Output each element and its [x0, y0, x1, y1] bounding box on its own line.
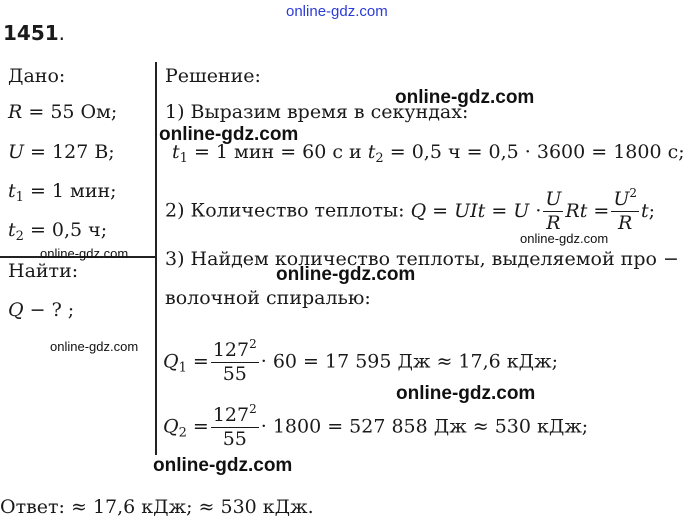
- watermark-3[interactable]: online-gdz.com: [520, 231, 609, 246]
- answer: Ответ: ≈ 17,6 кДж; ≈ 530 кДж.: [0, 496, 314, 518]
- q1-den: 55: [222, 363, 247, 385]
- var-t1: t: [8, 180, 16, 202]
- var-q: Q: [8, 299, 24, 321]
- watermark-1[interactable]: online-gdz.com: [395, 87, 535, 108]
- solution-q2: $Q_2$ = $\frac{127^2}{55}$ · 1800 = 527 858 Дж ≈ 530 кДж;: [163, 402, 589, 450]
- given-u: U = 127 В;: [8, 141, 115, 163]
- frac-u2-r: $\frac{U^2}{R}$: [613, 186, 637, 234]
- var-t2-eq: t: [367, 141, 376, 163]
- find-q-text: − ? ;: [29, 299, 75, 321]
- given-t1-value: 1 мин;: [51, 180, 117, 202]
- watermark-4[interactable]: online-gdz.com: [40, 246, 129, 261]
- watermark-8[interactable]: online-gdz.com: [153, 455, 293, 476]
- solution-step3-line1: 3) Найдем количество теплоты, выделяемой про −: [165, 248, 679, 270]
- find-title: Найти:: [8, 260, 79, 282]
- frac-u-r: $\frac{U}{R}$: [545, 188, 562, 234]
- given-u-value: 127 В;: [52, 141, 115, 163]
- q2-num: 127: [212, 404, 250, 426]
- problem-number-suffix: .: [58, 21, 66, 45]
- solution-step3-line2: волочной спиралью:: [165, 287, 371, 309]
- var-t2: t: [8, 219, 16, 241]
- var-q2: Q: [163, 415, 179, 438]
- problem-number: [3, 22, 65, 44]
- given-title: Дано:: [8, 65, 66, 87]
- solution-q1: $Q_1$ = $\frac{127^2}{55}$ · 60 = 17 595 Дж ≈ 17,6 кДж;: [163, 337, 558, 385]
- given-r-value: 55 Ом;: [50, 101, 118, 123]
- find-q: [8, 299, 74, 321]
- watermark-7[interactable]: online-gdz.com: [396, 383, 536, 404]
- watermark-5[interactable]: online-gdz.com: [276, 264, 416, 285]
- frac-q2: $\frac{127^2}{55}$: [212, 402, 257, 450]
- q1-num: 127: [212, 339, 250, 361]
- solution-step1: 1) Выразим время в секундах:: [165, 101, 469, 123]
- column-divider: [155, 62, 157, 455]
- var-r: R: [8, 101, 23, 123]
- q1-rest: · 60 = 17 595 Дж ≈ 17,6 кДж;: [260, 350, 558, 373]
- var-u: U: [8, 141, 25, 163]
- step2-label: 2) Количество теплоты:: [165, 199, 405, 222]
- var-q1: Q: [163, 350, 179, 373]
- solution-step1-eq: $t_1 = 1$ мин = 60 с и $t_2 = 0,5$ ч = 0,5 · 3600 = 1800 с;: [172, 141, 685, 166]
- solution-step2: [165, 186, 656, 234]
- given-t1: $t_1 = 1$ мин;: [8, 180, 117, 205]
- watermark-2[interactable]: online-gdz.com: [159, 124, 299, 145]
- watermark-6[interactable]: online-gdz.com: [50, 339, 139, 354]
- var-t1-eq: t: [172, 141, 180, 163]
- frac-q1: $\frac{127^2}{55}$: [212, 337, 257, 385]
- given-t2-value: 0,5 ч;: [51, 219, 108, 241]
- q2-den: 55: [222, 428, 247, 450]
- step2-formula: Q = UIt = U · $\frac{U}{R}$ Rt = $\frac{U^2}{R}$ t;: [410, 186, 656, 234]
- q2-rest: · 1800 = 527 858 Дж ≈ 530 кДж;: [260, 415, 589, 438]
- given-r: R = 55 Ом;: [8, 101, 118, 123]
- step1-eq-t2: = 0,5 ч = 0,5 · 3600 = 1800 с;: [389, 141, 685, 163]
- watermark-top[interactable]: online-gdz.com: [286, 3, 388, 20]
- given-t2: $t_2 = 0,5$ ч;: [8, 219, 108, 244]
- step1-eq-t1: = 1 мин = 60 с и: [193, 141, 362, 163]
- solution-title: Решение:: [165, 65, 261, 87]
- problem-number-value: 1451: [3, 21, 59, 45]
